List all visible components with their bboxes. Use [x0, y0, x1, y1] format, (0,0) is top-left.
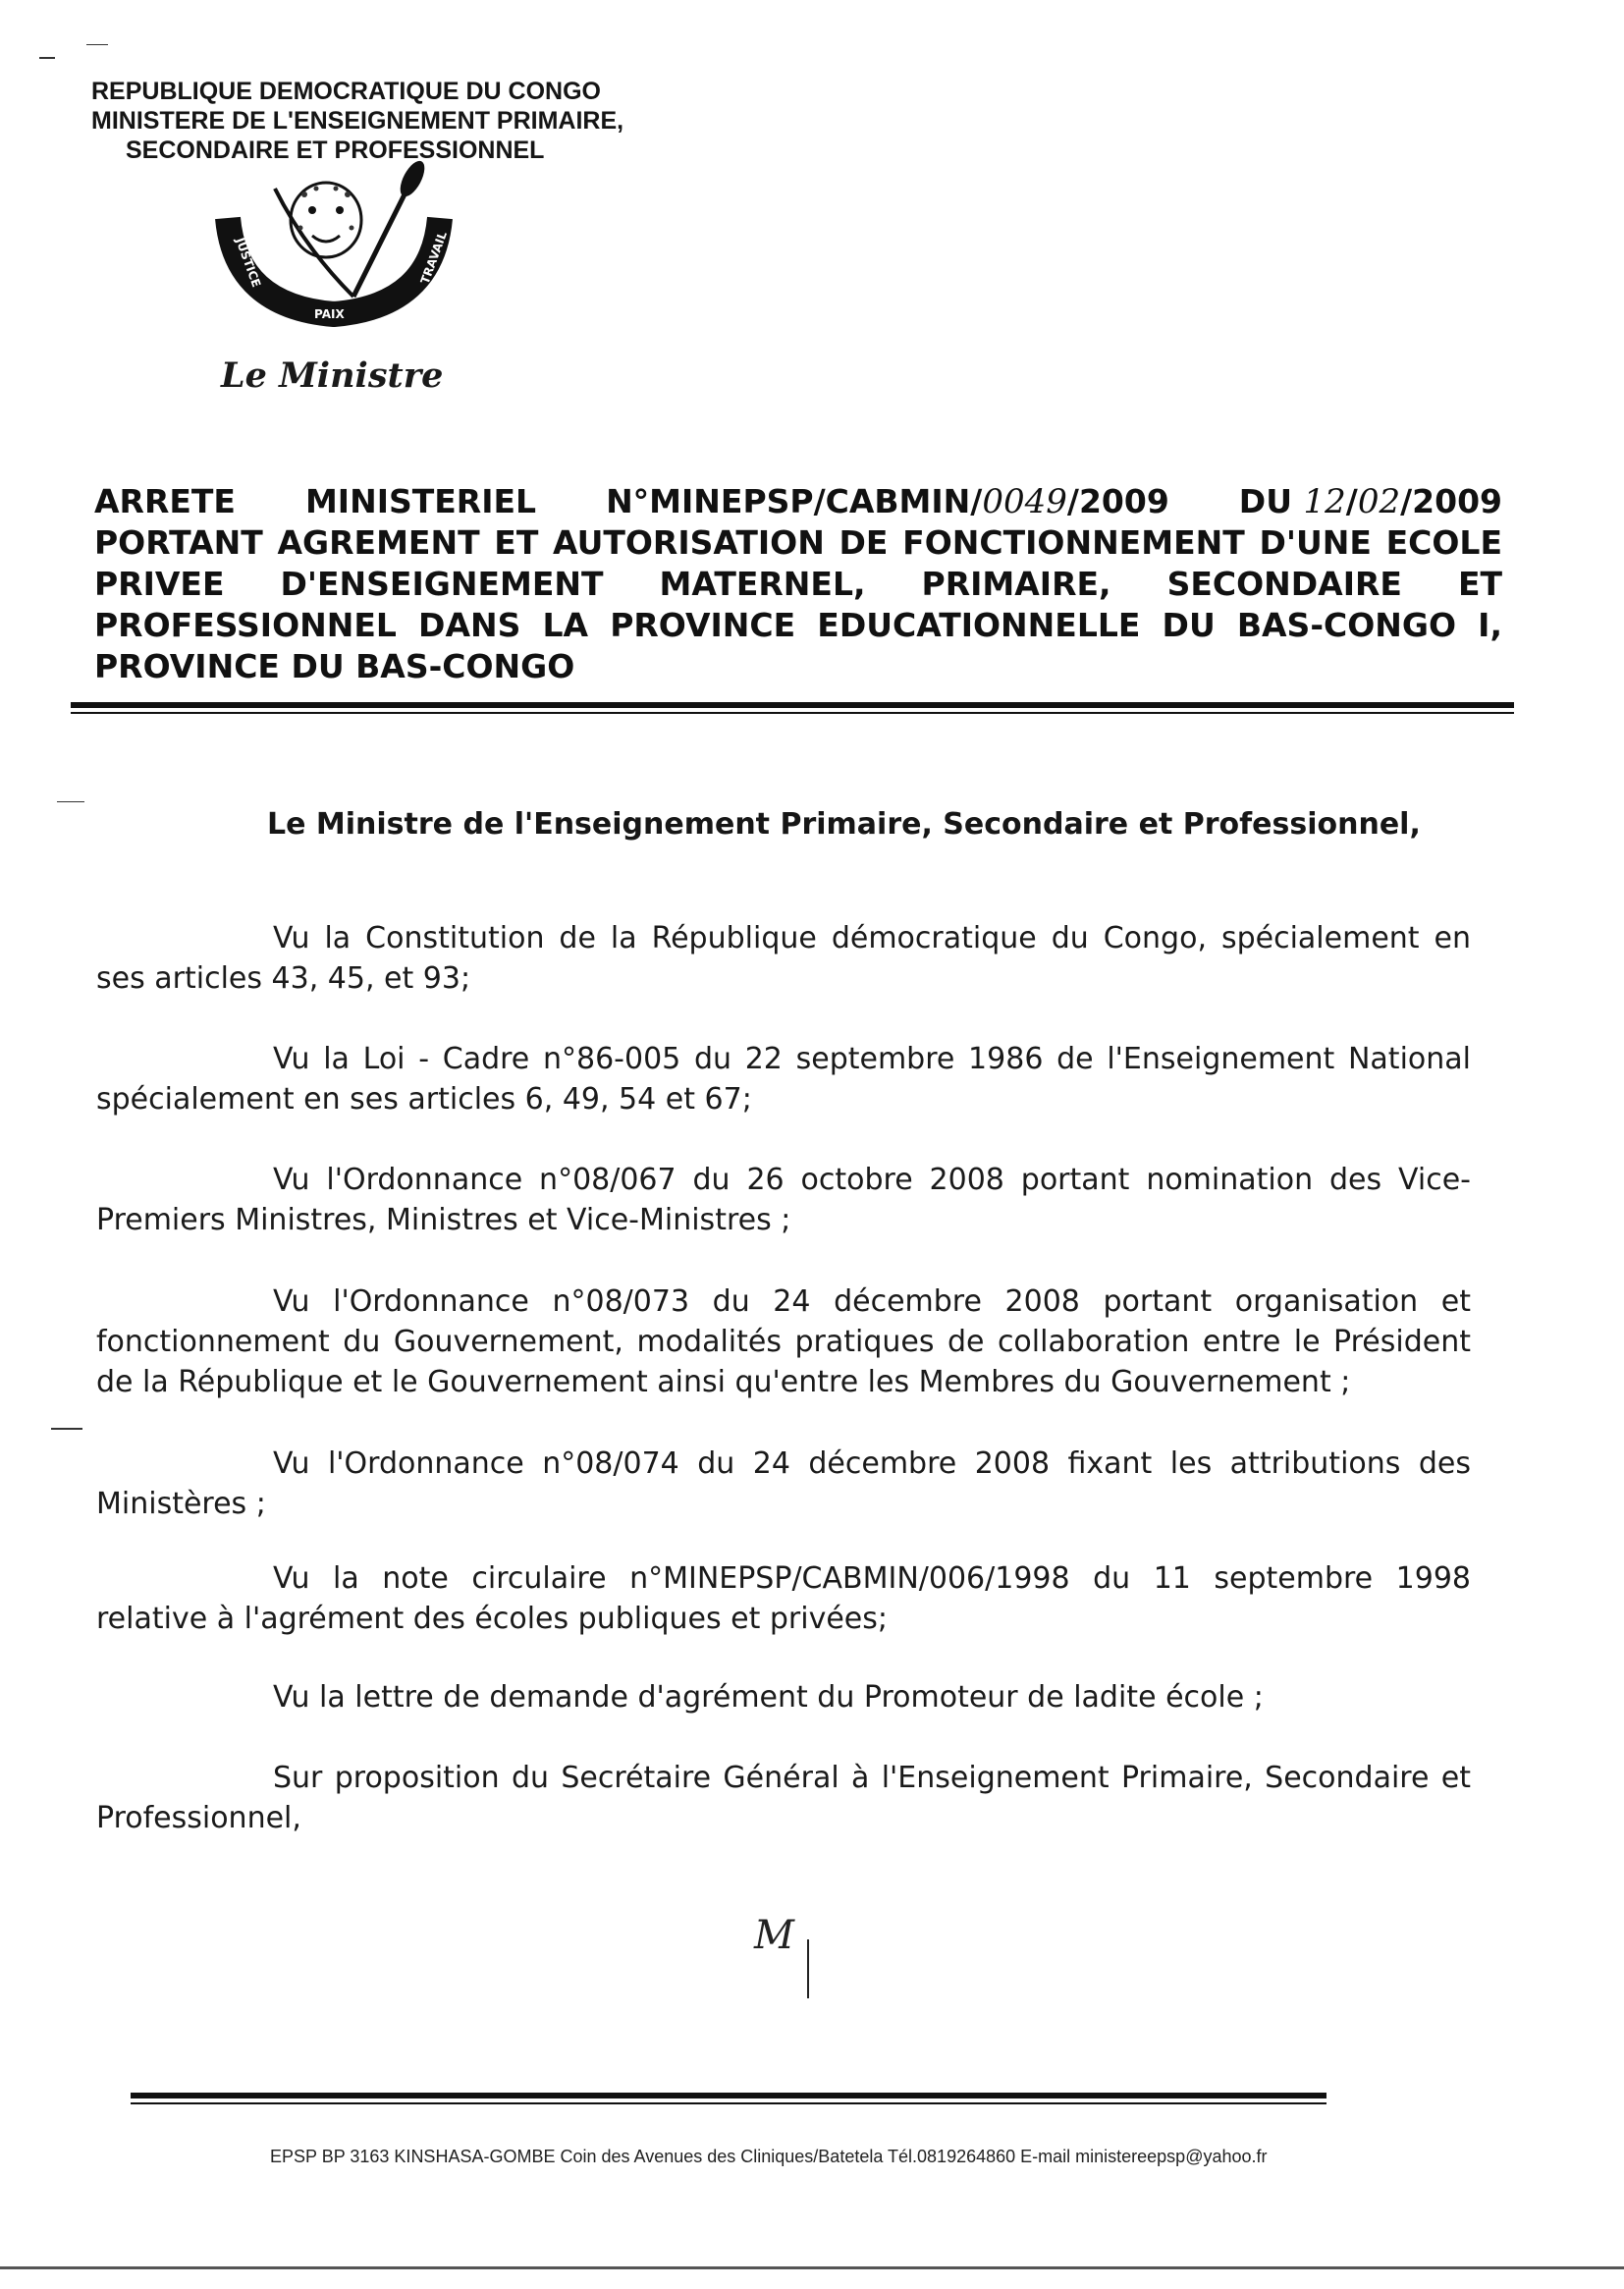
arrete-word: ARRETE — [94, 482, 236, 520]
consideration-ordonnance-08-073: Vu l'Ordonnance n°08/073 du 24 décembre 2008 portant organisation et fonctionnement du Gouvernement, modalités pratiques de collaboration entre le Président de la République et le Gouvernement ainsi qu'entre les Membres du Gouvernement ; — [96, 1284, 1471, 1399]
footer-rule-thin — [131, 2102, 1326, 2104]
initials-stroke — [807, 1939, 809, 1998]
consideration-note-circulaire: Vu la note circulaire n°MINEPSP/CABMIN/006/1998 du 11 septembre 1998 relative à l'agrément des écoles publiques et privées; — [96, 1561, 1471, 1636]
scan-speck — [57, 801, 84, 802]
handwritten-date-day: 12 — [1303, 482, 1346, 521]
arrete-reference: N°MINEPSP/CABMIN/0049/2009 — [606, 482, 1169, 521]
consideration-loi-cadre: Vu la Loi - Cadre n°86-005 du 22 septembre 1986 de l'Enseignement National spécialement en ses articles 6, 49, 54 et 67; — [96, 1042, 1471, 1117]
consideration-lettre-demande: Vu la lettre de demande d'agrément du Promoteur de ladite école ; — [273, 1680, 1264, 1715]
minister-title: Le Ministre — [221, 355, 444, 396]
seal-word-justice: JUSTICE — [233, 236, 264, 290]
scan-speck — [39, 57, 55, 59]
letterhead-line-2: MINISTERE DE L'ENSEIGNEMENT PRIMAIRE, — [91, 107, 624, 135]
handwritten-date-month: 02 — [1357, 482, 1401, 521]
letterhead-line-3: SECONDAIRE ET PROFESSIONNEL — [126, 136, 545, 164]
consideration-proposition: Sur proposition du Secrétaire Général à l'Enseignement Primaire, Secondaire et Professionnel, — [96, 1761, 1471, 1835]
footer-rule-thick — [131, 2093, 1326, 2098]
scan-speck — [86, 44, 108, 45]
ministeriel-word: MINISTERIEL — [304, 482, 537, 520]
seal-word-paix: PAIX — [314, 307, 345, 321]
header-rule-thin — [71, 712, 1514, 714]
footer-address: EPSP BP 3163 KINSHASA-GOMBE Coin des Avenues des Cliniques/Batetela Tél.0819264860 E-mail ministereepsp@yahoo.fr — [270, 2147, 1268, 2166]
arrete-title-rest: PORTANT AGREMENT ET AUTORISATION DE FONCTIONNEMENT D'UNE ECOLE PRIVEE D'ENSEIGNEMENT MATERNEL, PRIMAIRE, SECONDAIRE ET PROFESSIONNEL DANS LA PROVINCE EDUCATIONNELLE DU BAS-CONGO I, PROVINCE DU BAS-CONGO — [94, 523, 1502, 685]
header-rule-thick — [71, 702, 1514, 708]
letterhead-line-1: REPUBLIQUE DEMOCRATIQUE DU CONGO — [91, 78, 601, 105]
scan-speck — [51, 1428, 82, 1430]
arrete-title-line-1 — [94, 481, 1502, 522]
arrete-title-block — [94, 481, 1502, 687]
minister-heading: Le Ministre de l'Enseignement Primaire, Secondaire et Professionnel, — [267, 807, 1421, 842]
consideration-ordonnance-08-067: Vu l'Ordonnance n°08/067 du 26 octobre 2008 portant nomination des Vice-Premiers Ministres, Ministres et Vice-Ministres ; — [96, 1163, 1471, 1237]
handwritten-initials: M — [754, 1913, 794, 1958]
consideration-constitution: Vu la Constitution de la République démocratique du Congo, spécialement en ses articles 43, 45, et 93; — [96, 921, 1471, 996]
coat-of-arms-seal — [206, 159, 461, 355]
arrete-date: DU 12/02/2009 — [1238, 482, 1502, 521]
consideration-ordonnance-08-074: Vu l'Ordonnance n°08/074 du 24 décembre 2008 fixant les attributions des Ministères ; — [96, 1446, 1471, 1521]
scan-bottom-edge — [0, 2266, 1624, 2269]
seal-word-travail: TRAVAIL — [417, 229, 450, 287]
coat-of-arms-icon — [206, 159, 461, 355]
handwritten-reference-number: 0049 — [982, 482, 1067, 521]
